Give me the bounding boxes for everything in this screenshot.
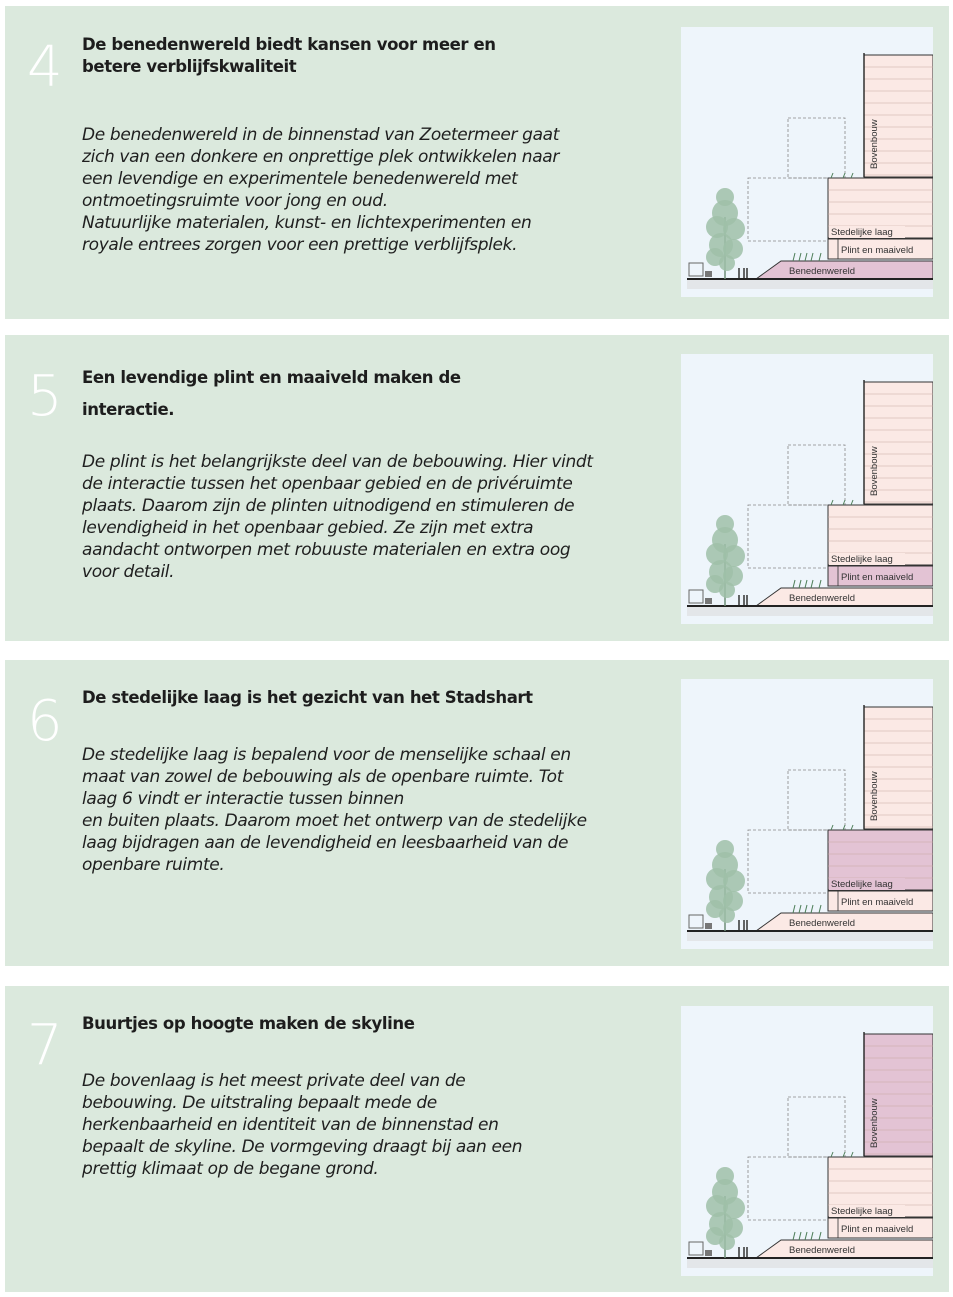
bovenbouw-layer <box>864 53 933 177</box>
plant-icon <box>805 253 807 261</box>
plant-icon <box>805 1232 807 1240</box>
plant-icon <box>793 580 795 588</box>
ground-strip <box>687 280 933 289</box>
section-body: De benedenwereld in de binnenstad van Zoetermeer gaat zich van een donkere en onprettige plek ontwikkelen naar een levendige en experimentele benedenwereld met ontmoetingsruimte voor jong en oud. Natuurlijke materialen, kunst- en lichtexperimenten en royale entrees zorgen voor een prettige verblijfsplek. <box>82 125 560 255</box>
plant-icon <box>793 905 795 913</box>
benedenwereld-label: Benedenwereld <box>789 1245 856 1256</box>
benedenwereld-layer <box>756 261 933 279</box>
plant-icon <box>819 905 821 913</box>
section-title: Buurtjes op hoogte maken de skyline <box>82 1014 415 1033</box>
diagram-svg <box>681 679 933 949</box>
plint-label: Plint en maaiveld <box>841 1224 914 1235</box>
bovenbouw-label: Bovenbouw <box>869 446 880 496</box>
section-number: 5 <box>27 364 63 429</box>
plant-icon <box>819 1232 821 1240</box>
plint-layer <box>828 891 933 911</box>
bovenbouw-layer <box>864 1032 933 1156</box>
section-body: De bovenlaag is het meest private deel van de bebouwing. De uitstraling bepaalt mede de herkenbaarheid en identiteit van de binnenstad en bepaalt de skyline. De vormgeving draagt bij aan een prettig klimaat op de begane grond. <box>82 1071 523 1179</box>
plant-icon <box>819 253 821 261</box>
stedelijke-laag-label: Stedelijke laag <box>831 879 893 890</box>
stedelijke-laag-label: Stedelijke laag <box>831 554 893 565</box>
roof-plant-icon <box>851 825 853 830</box>
plant-icon <box>811 1232 813 1240</box>
plant-icon <box>793 1232 795 1240</box>
diagram-svg <box>681 1006 933 1276</box>
section-card-7 <box>5 986 949 1292</box>
benedenwereld-layer <box>756 913 933 931</box>
tree-icon <box>706 188 745 279</box>
bin-icon <box>705 271 712 277</box>
ground-strip <box>687 607 933 616</box>
ground-strip <box>687 1259 933 1268</box>
car-icon <box>689 1242 703 1255</box>
tree-foliage <box>719 1234 735 1250</box>
section-card-5 <box>5 335 949 641</box>
diagram-svg <box>681 27 933 297</box>
stedelijke-laag-layer <box>828 505 933 565</box>
benedenwereld-layer <box>756 1240 933 1258</box>
tree-foliage <box>716 188 734 206</box>
tree-foliage <box>719 255 735 271</box>
roof-plant-icon <box>851 173 853 178</box>
roof-plant-icon <box>831 1152 833 1157</box>
section-title: De benedenwereld biedt kansen voor meer en betere verblijfskwaliteit <box>82 35 496 76</box>
car-icon <box>689 915 703 928</box>
diagram-svg <box>681 354 933 624</box>
roof-plant-icon <box>831 825 833 830</box>
bin-icon <box>705 1250 712 1256</box>
tree-foliage <box>716 515 734 533</box>
benedenwereld-layer <box>756 588 933 606</box>
section-number: 4 <box>27 35 63 100</box>
tree-foliage <box>716 840 734 858</box>
plint-label: Plint en maaiveld <box>841 245 914 256</box>
stedelijke-laag-layer <box>828 830 933 890</box>
section-body: De plint is het belangrijkste deel van de bebouwing. Hier vindt de interactie tussen het openbaar gebied en de privéruimte plaats. Daarom zijn de plinten uitnodigend en stimuleren de levendigheid in het openbaar gebied. Ze zijn met extra aandacht ontworpen met robuuste materialen en extra oog voor detail. <box>82 452 593 582</box>
plant-icon <box>799 905 801 913</box>
tree-foliage <box>719 582 735 598</box>
building-section-diagram <box>681 1006 933 1276</box>
bin-icon <box>705 923 712 929</box>
plint-layer <box>828 239 933 259</box>
stedelijke-laag-label: Stedelijke laag <box>831 1206 893 1217</box>
plint-layer <box>828 566 933 586</box>
plant-icon <box>793 253 795 261</box>
building-section-diagram <box>681 354 933 624</box>
section-body: De stedelijke laag is bepalend voor de menselijke schaal en maat van zowel de bebouwing als de openbare ruimte. Tot laag 6 vindt er interactie tussen binnen en buiten plaats. Daarom moet het ontwerp van de stedelijke laag bijdragen aan de levendigheid en leesbaarheid van de openbare ruimte. <box>82 745 587 875</box>
plant-icon <box>811 253 813 261</box>
tree-foliage <box>719 907 735 923</box>
section-number: 6 <box>27 689 63 754</box>
tree-icon <box>706 840 745 931</box>
plant-icon <box>811 905 813 913</box>
tree-icon <box>706 515 745 606</box>
dashed-volume-upper <box>788 445 845 505</box>
dashed-volume-lower <box>748 178 828 241</box>
plant-icon <box>799 1232 801 1240</box>
section-number: 7 <box>27 1013 63 1078</box>
section-title: De stedelijke laag is het gezicht van het Stadshart <box>82 688 533 707</box>
stedelijke-laag-label: Stedelijke laag <box>831 227 893 238</box>
section-card-4 <box>5 6 949 319</box>
building-section-diagram <box>681 27 933 297</box>
bovenbouw-layer <box>864 705 933 829</box>
tree-icon <box>706 1167 745 1258</box>
plant-icon <box>805 905 807 913</box>
benedenwereld-label: Benedenwereld <box>789 593 856 604</box>
bovenbouw-layer <box>864 380 933 504</box>
plant-icon <box>799 580 801 588</box>
bovenbouw-label: Bovenbouw <box>869 119 880 169</box>
section-card-6 <box>5 660 949 966</box>
plint-layer <box>828 1218 933 1238</box>
dashed-volume-upper <box>788 770 845 830</box>
benedenwereld-label: Benedenwereld <box>789 918 856 929</box>
plant-icon <box>799 253 801 261</box>
dashed-volume-upper <box>788 118 845 178</box>
bovenbouw-label: Bovenbouw <box>869 771 880 821</box>
stedelijke-laag-layer <box>828 1157 933 1217</box>
section-title: Een levendige plint en maaiveld maken de interactie. <box>82 368 461 419</box>
plint-label: Plint en maaiveld <box>841 897 914 908</box>
bin-icon <box>705 598 712 604</box>
building-section-diagram <box>681 679 933 949</box>
stedelijke-laag-layer <box>828 178 933 238</box>
plint-label: Plint en maaiveld <box>841 572 914 583</box>
roof-plant-icon <box>851 1152 853 1157</box>
bovenbouw-label: Bovenbouw <box>869 1098 880 1148</box>
plant-icon <box>805 580 807 588</box>
plant-icon <box>811 580 813 588</box>
dashed-volume-lower <box>748 830 828 893</box>
dashed-volume-lower <box>748 505 828 568</box>
car-icon <box>689 263 703 276</box>
ground-strip <box>687 932 933 941</box>
dashed-volume-upper <box>788 1097 845 1157</box>
car-icon <box>689 590 703 603</box>
roof-plant-icon <box>851 500 853 505</box>
roof-plant-icon <box>831 173 833 178</box>
tree-foliage <box>716 1167 734 1185</box>
plant-icon <box>819 580 821 588</box>
roof-plant-icon <box>831 500 833 505</box>
benedenwereld-label: Benedenwereld <box>789 266 856 277</box>
dashed-volume-lower <box>748 1157 828 1220</box>
